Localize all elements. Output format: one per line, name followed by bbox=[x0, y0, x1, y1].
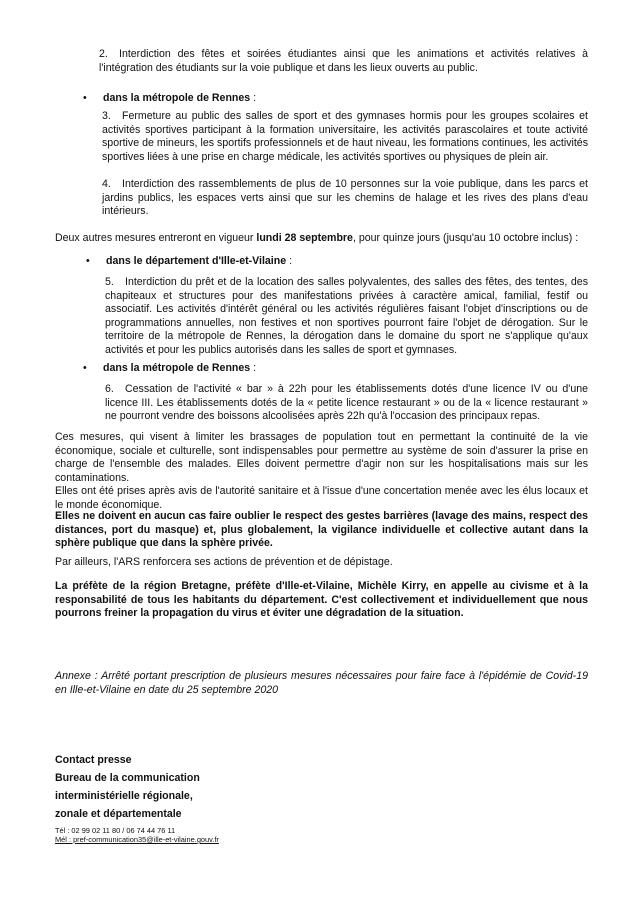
bullet-departement: • dans le département d'Ille-et-Vilaine : bbox=[86, 255, 293, 267]
bullet-icon: • bbox=[83, 362, 87, 374]
prefete-paragraph: La préfète de la région Bretagne, préfète d'Ille-et-Vilaine, Michèle Kirry, en appelle au civisme et à la responsabilité de tous les habitants du département. C'est collectivement et individuellement que nous pourrons freiner la propagation du virus et éviter une dégradation de la situation. bbox=[55, 580, 588, 620]
contact-email-link[interactable]: Mél : pref-communication35@ille-et-vilaine.gouv.fr bbox=[55, 835, 219, 844]
measure-item-3 bbox=[102, 110, 588, 164]
measure-item-4 bbox=[102, 178, 588, 219]
barrier-gestures-paragraph: Elles ne doivent en aucun cas faire oublier le respect des gestes barrières (lavage des mains, respect des distances, port du masque) et, plus globalement, la vigilance individuelle et collective autant dans la sphère publique que dans la sphère privée. bbox=[55, 510, 588, 550]
item-text: Cessation de l'activité « bar » à 22h pour les établissements dotés d'une licence IV ou d'une licence III. Les établissements dotés de la « petite licence restaurant » ou de la « licence restaurant » ne pourront vendre des boissons alcoolisées après 22h qu'à l'occasion des principaux repas. bbox=[105, 383, 588, 423]
ars-paragraph: Par ailleurs, l'ARS renforcera ses actions de prévention et de dépistage. bbox=[55, 556, 393, 568]
contact-interministerielle: interministérielle régionale, bbox=[55, 790, 193, 802]
measures-paragraph-2 bbox=[55, 485, 588, 512]
measure-item-6 bbox=[105, 383, 588, 424]
item-number: 3. bbox=[102, 110, 111, 122]
bullet-metropole-rennes-1: • dans la métropole de Rennes : bbox=[83, 92, 257, 104]
contact-bureau: Bureau de la communication bbox=[55, 772, 200, 784]
start-date: lundi 28 septembre bbox=[256, 232, 353, 244]
bullet-icon: • bbox=[83, 92, 87, 104]
contact-zonale: zonale et départementale bbox=[55, 808, 182, 820]
measures-text-2: Elles ont été prises après avis de l'autorité sanitaire et à l'issue d'une concertation menée avec les élus locaux et le monde économique. bbox=[55, 485, 588, 511]
item-number: 5. bbox=[105, 276, 114, 288]
contact-title: Contact presse bbox=[55, 754, 132, 766]
item-number: 4. bbox=[102, 178, 111, 190]
item-number: 2. bbox=[99, 48, 108, 60]
item-text: Interdiction du prêt et de la location des salles polyvalentes, des salles des fêtes, des tentes, des chapiteaux et structures pour des manifestations privées à caractère amical, familial, festif ou associatif. Les activités d'intérêt général ou les activités régulières faisant l'objet d'inscriptions ou de programmations annuelles, non festives et non sportives pourront faire l'objet de dérogation. Sur le territoire de la métropole de Rennes, la dérogation dans le domaine du sport ne s'applique qu'aux activités et pour les publics autorisés dans les salles de sport et gymnases. bbox=[105, 276, 588, 356]
measures-paragraph bbox=[55, 431, 588, 485]
measure-item-2 bbox=[99, 48, 588, 75]
bullet-icon: • bbox=[86, 255, 90, 267]
item-text: Fermeture au public des salles de sport et des gymnases hormis pour les groupes scolaires et activités sportives participant à la formation universitaire, les activités parascolaires et toute activité sportive de mineurs, les sportifs professionnels et de haut niveau, les formations continues, les activités sportives liées à une prise en charge médicale, les activités sportives ou physiques de plein air. bbox=[102, 110, 588, 163]
annexe-paragraph: Annexe : Arrêté portant prescription de plusieurs mesures nécessaires pour faire face à l'épidémie de Covid-19 en Ille-et-Vilaine en date du 25 septembre 2020 bbox=[55, 670, 588, 696]
bullet-label: dans la métropole de Rennes bbox=[103, 362, 251, 374]
measures-text-1: Ces mesures, qui visent à limiter les brassages de population tout en permettant la continuité de la vie économique, sociale et culturelle, sont indispensables pour permettre au système de soin d'assurer la prise en charge de l'ensemble des malades. Elles doivent permettre d'agir non sur les hospitalisations mais sur les contaminations. bbox=[55, 431, 588, 484]
bullet-label: dans la métropole de Rennes bbox=[103, 92, 251, 104]
item-text: Interdiction des fêtes et soirées étudiantes ainsi que les animations et activités relatives à l'intégration des étudiants sur la voie publique et dans les lieux ouverts au public. bbox=[99, 48, 588, 74]
bullet-label: dans le département d'Ille-et-Vilaine bbox=[106, 255, 287, 267]
item-text: Interdiction des rassemblements de plus de 10 personnes sur la voie publique, dans les parcs et jardins publics, les espaces verts ainsi que sur les chemins de halage et les rives des plans d'eau intérieurs. bbox=[102, 178, 588, 218]
intro-paragraph: Deux autres mesures entreront en vigueur lundi 28 septembre, pour quinze jours (jusqu'au 10 octobre inclus) : bbox=[55, 232, 579, 244]
measure-item-5 bbox=[105, 276, 588, 358]
bullet-metropole-rennes-2: • dans la métropole de Rennes : bbox=[83, 362, 257, 374]
contact-phone: Tél : 02 99 02 11 80 / 06 74 44 76 11 bbox=[55, 826, 176, 835]
item-number: 6. bbox=[105, 383, 114, 395]
